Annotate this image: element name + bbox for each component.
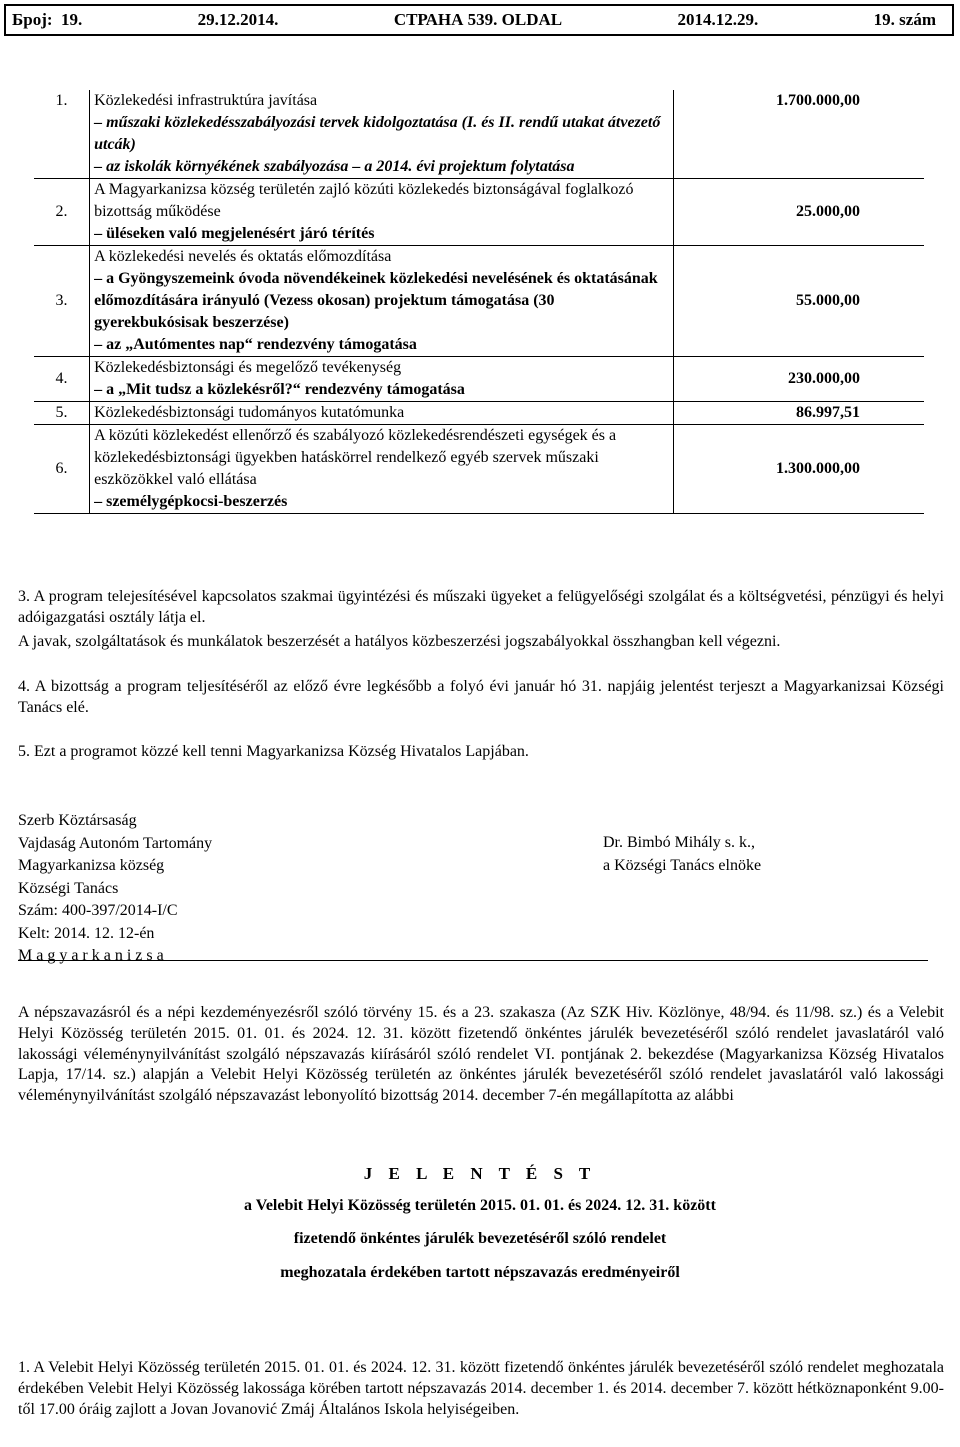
report-subtitle-2: fizetendő önkéntes járulék bevezetéséről szóló rendelet <box>293 1230 667 1247</box>
row-description <box>90 357 674 402</box>
sig-left-line: Szerb Köztársaság <box>18 812 137 829</box>
signer-name: Dr. Bimbó Mihály s. k., <box>603 834 756 851</box>
row-amount: 1.700.000,00 <box>674 90 924 179</box>
table-row <box>34 90 924 179</box>
row-amount: 1.300.000,00 <box>674 425 924 514</box>
row-number: 2. <box>34 179 90 246</box>
description-line: – az iskolák környékének szabályozása – a 2014. évi projektum folytatása <box>94 158 575 175</box>
divider <box>18 960 928 961</box>
table-row <box>34 357 924 402</box>
signature-right <box>603 832 761 877</box>
sig-left-line: M a g y a r k a n i z s a <box>18 947 164 964</box>
table-row <box>34 179 924 246</box>
paragraph-3b: A javak, szolgáltatások és munkálatok beszerzését a hatályos közbeszerzési jogszabályokkal összhangban kell végezni. <box>18 633 781 650</box>
description-line: A közúti közlekedést ellenőrző és szabályozó közlekedésrendészeti egységek és a közlekedésbiztonsági ügyekben hatáskörrel rendelkező egyéb szervek műszaki eszközökkel való ellátása <box>94 427 617 488</box>
sig-left-line: Szám: 400-397/2014-I/C <box>18 902 178 919</box>
row-amount: 86.997,51 <box>674 402 924 425</box>
page-header <box>4 4 954 36</box>
row-number: 6. <box>34 425 90 514</box>
table-row <box>34 246 924 357</box>
row-number: 4. <box>34 357 90 402</box>
description-line: – az „Autómentes nap“ rendezvény támogatása <box>94 336 417 353</box>
description-line: A közlekedési nevelés és oktatás előmozdítása <box>94 248 392 265</box>
header-page: СТРАНА 539. OLDAL <box>393 9 563 29</box>
description-line: A Magyarkanizsa község területén zajló közúti közlekedés biztonságával foglalkozó bizottság működése <box>94 181 634 220</box>
description-line: – személygépkocsi-beszerzés <box>94 493 288 510</box>
issue-label: Број: 19. <box>12 9 83 29</box>
program-table <box>34 90 924 514</box>
row-amount: 25.000,00 <box>674 179 924 246</box>
header-issue-hu: 19. szám <box>873 9 936 29</box>
description-line: – a Gyöngyszemeink óvoda növendékeinek közlekedési nevelésének és oktatásának előmozdítására irányuló (Vezess okosan) projektum támogatása (30 gyerekbukósisak beszerzése) <box>94 270 658 331</box>
sig-left-line: Vajdaság Autonóm Tartomány <box>18 834 213 852</box>
row-number: 3. <box>34 246 90 357</box>
description-line: Közlekedési infrastruktúra javítása <box>94 92 318 109</box>
final-paragraph: 1. A Velebit Helyi Közösség területén 2015. 01. 01. és 2024. 12. 31. között fizetendő önkéntes járulék bevezetéséről szóló rendelet meghozatala érdekében Velebit Helyi Közösség lakossága körében tartott népszavazás 2014. december 1. és 2014. december 7. között hétköznaponként 9.00-től 17.00 óráig zajlott a Jovan Jovanović Zmáj Általános Iskola helyiségeiben. <box>18 1359 944 1418</box>
row-amount: 230.000,00 <box>674 357 924 402</box>
row-description <box>90 402 674 425</box>
sig-left-line: Magyarkanizsa község <box>18 857 165 874</box>
signer-title: a Községi Tanács elnöke <box>603 856 762 874</box>
sig-left-line: Községi Tanács <box>18 879 119 897</box>
paragraph-5: 5. Ezt a programot közzé kell tenni Magyarkanizsa Község Hivatalos Lapjában. <box>18 743 529 760</box>
row-amount: 55.000,00 <box>674 246 924 357</box>
table-row <box>34 402 924 425</box>
paragraph-3a: 3. A program telejesítésével kapcsolatos szakmai ügyintézési és műszaki ügyeket a felügyelőségi szolgálat és a költségvetési, pénzügyi és helyi adóigazgatási osztály látja el. <box>18 588 944 626</box>
report-subtitle-1: a Velebit Helyi Közösség területén 2015. 01. 01. és 2024. 12. 31. között <box>244 1197 716 1214</box>
description-line: – műszaki közlekedésszabályozási tervek kidolgoztatása (I. és II. rendű utakat átvezető utcák) <box>94 114 661 153</box>
report-title: J E L E N T É S T <box>363 1164 597 1183</box>
description-line: – a „Mit tudsz a közlekésről?“ rendezvény támogatása <box>94 381 465 398</box>
description-line: – üléseken való megjelenésért járó térítés <box>94 225 375 242</box>
description-line: Közlekedésbiztonsági tudományos kutatómunka <box>94 404 405 421</box>
row-description <box>90 179 674 246</box>
paragraph-4: 4. A bizottság a program teljesítéséről az előző évre legkésőbb a folyó évi január hó 31. napjáig jelentést terjeszt a Magyarkanizsai Községi Tanács elé. <box>18 678 944 716</box>
header-date-1: 29.12.2014. <box>197 9 279 29</box>
report-subtitle-3: meghozatala érdekében tartott népszavazás eredményeiről <box>280 1264 680 1281</box>
row-number: 1. <box>34 90 90 179</box>
description-line: Közlekedésbiztonsági és megelőző tevékenység <box>94 359 402 376</box>
row-description <box>90 246 674 357</box>
row-description <box>90 90 674 179</box>
row-description <box>90 425 674 514</box>
signature-left <box>18 810 318 968</box>
row-number: 5. <box>34 402 90 425</box>
sig-left-line: Kelt: 2014. 12. 12-én <box>18 924 155 942</box>
table-row <box>34 425 924 514</box>
header-date-2: 2014.12.29. <box>677 9 759 29</box>
intro-paragraph: A népszavazásról és a népi kezdeményezésről szóló törvény 15. és a 23. szakasza (Az SZK Hiv. Közlönye, 48/94. és 11/98. sz.) és a Velebit Helyi Közösség területén 2015. 01. 01. és 2024. 12. 31. között fizetendő önkéntes járulék bevezetéséről szóló rendelet javaslatáról való lakossági véleménynyilvánítást szolgáló népszavazás kiírásáról szóló rendelet VI. pontjának 2. bekezdése (Magyarkanizsa Község Hivatalos Lapja, 17/14. sz.) alapján a Velebit Helyi Közösség területén az önkéntes járulék bevezetéséről szóló rendelet javaslatáról való lakossági véleménynyilvánítást szolgáló népszavazást lebonyolító bizottság 2014. december 7-én megállapította az alábbi <box>18 1004 944 1105</box>
